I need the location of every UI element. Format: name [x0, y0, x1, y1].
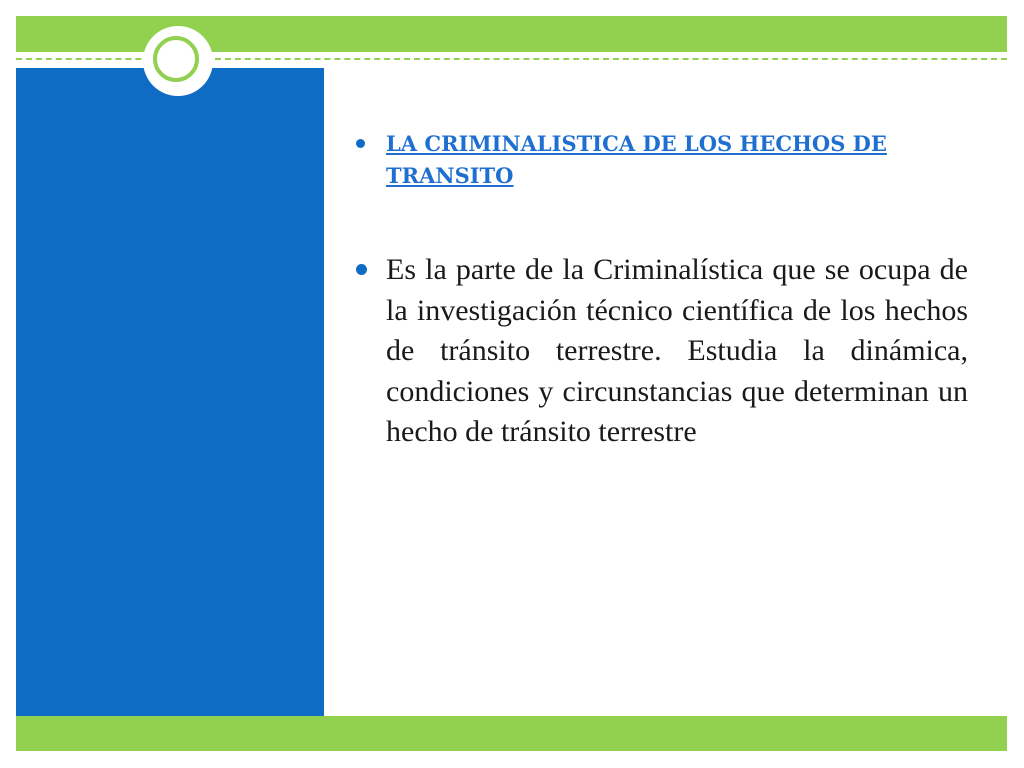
slide-content — [356, 128, 968, 453]
body-bullet-item — [356, 250, 968, 453]
left-blue-panel — [16, 68, 324, 716]
heading-bullet-item — [356, 128, 968, 192]
slide-heading-link[interactable]: LA CRIMINALISTICA DE LOS HECHOS DE TRANSITO — [386, 131, 887, 188]
ring-inner-circle — [153, 36, 199, 82]
bullet-dot-icon — [356, 139, 365, 148]
slide-body-text: Es la parte de la Criminalística que se ocupa de la investigación técnico científica de los hechos de tránsito terrestre. Estudia la dinámica, condiciones y circunstancias que determinan un hecho de tránsito terrestre — [386, 253, 968, 448]
bottom-green-band — [16, 716, 1007, 751]
bullet-dot-icon — [356, 264, 367, 275]
